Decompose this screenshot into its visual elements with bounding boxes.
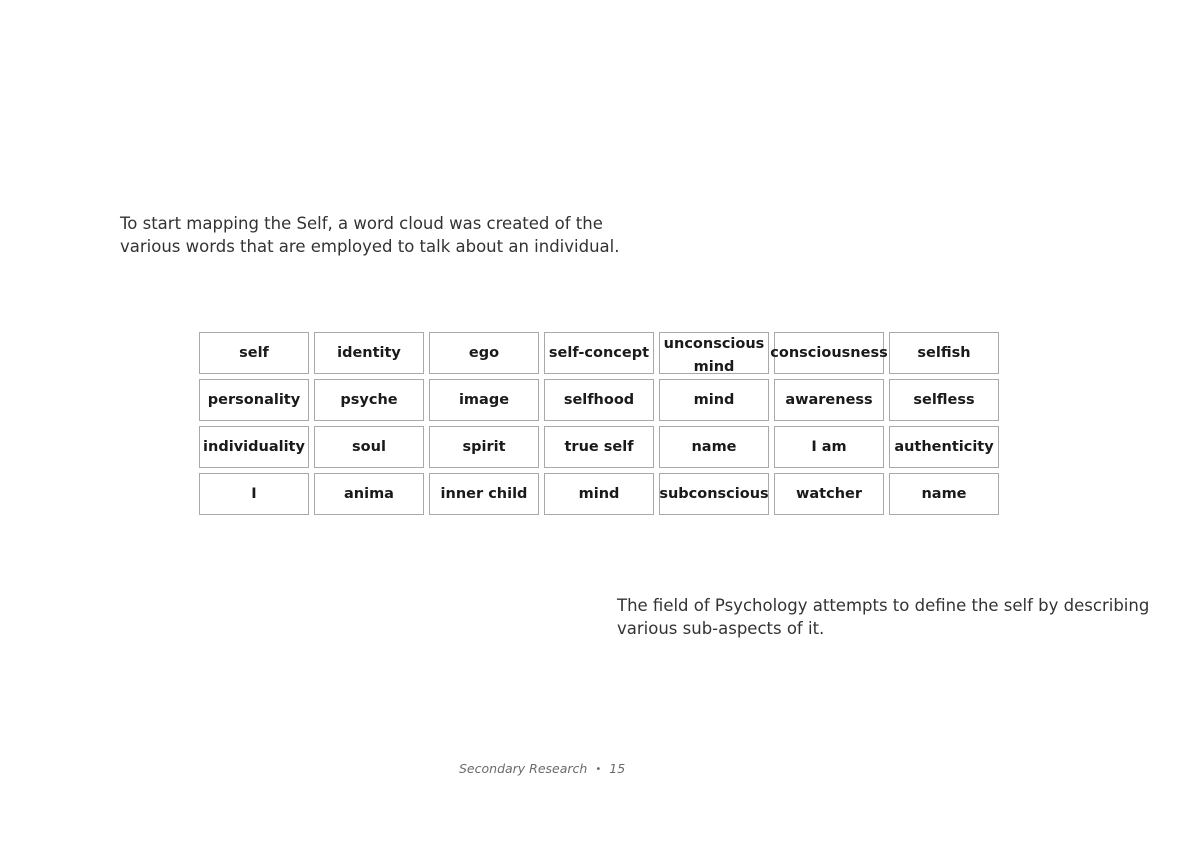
word-cell: self: [199, 332, 309, 374]
note-line-1: The field of Psychology attempts to define the self by describing: [617, 596, 1150, 615]
word-cell: soul: [314, 426, 424, 468]
word-cell: selfhood: [544, 379, 654, 421]
page-number: 15: [609, 761, 626, 776]
word-cell: identity: [314, 332, 424, 374]
word-cell: name: [889, 473, 999, 515]
footer-separator: •: [595, 764, 602, 775]
word-cell: unconscious mind: [659, 332, 769, 374]
word-cell: mind: [544, 473, 654, 515]
intro-line-2: various words that are employed to talk about an individual.: [120, 237, 620, 256]
note-line-2: various sub-aspects of it.: [617, 619, 825, 638]
word-cell: selfish: [889, 332, 999, 374]
word-cell: image: [429, 379, 539, 421]
word-cell: awareness: [774, 379, 884, 421]
word-cell: selfless: [889, 379, 999, 421]
word-cell: mind: [659, 379, 769, 421]
word-grid: [199, 332, 999, 515]
word-cell: subconscious: [659, 473, 769, 515]
word-cell: true self: [544, 426, 654, 468]
word-cell: authenticity: [889, 426, 999, 468]
word-cell: psyche: [314, 379, 424, 421]
word-cell: spirit: [429, 426, 539, 468]
word-cell: self-concept: [544, 332, 654, 374]
word-cell: I am: [774, 426, 884, 468]
word-cell: ego: [429, 332, 539, 374]
footer-section: Secondary Research: [459, 761, 588, 776]
page-footer: [459, 761, 625, 776]
word-cell: watcher: [774, 473, 884, 515]
psychology-note: [617, 594, 1150, 640]
word-cell: individuality: [199, 426, 309, 468]
word-cell: I: [199, 473, 309, 515]
word-cell: consciousness: [774, 332, 884, 374]
word-cell: name: [659, 426, 769, 468]
word-cell: anima: [314, 473, 424, 515]
intro-line-1: To start mapping the Self, a word cloud was created of the: [120, 214, 603, 233]
intro-paragraph: [120, 212, 620, 258]
word-cell: personality: [199, 379, 309, 421]
word-cell: inner child: [429, 473, 539, 515]
